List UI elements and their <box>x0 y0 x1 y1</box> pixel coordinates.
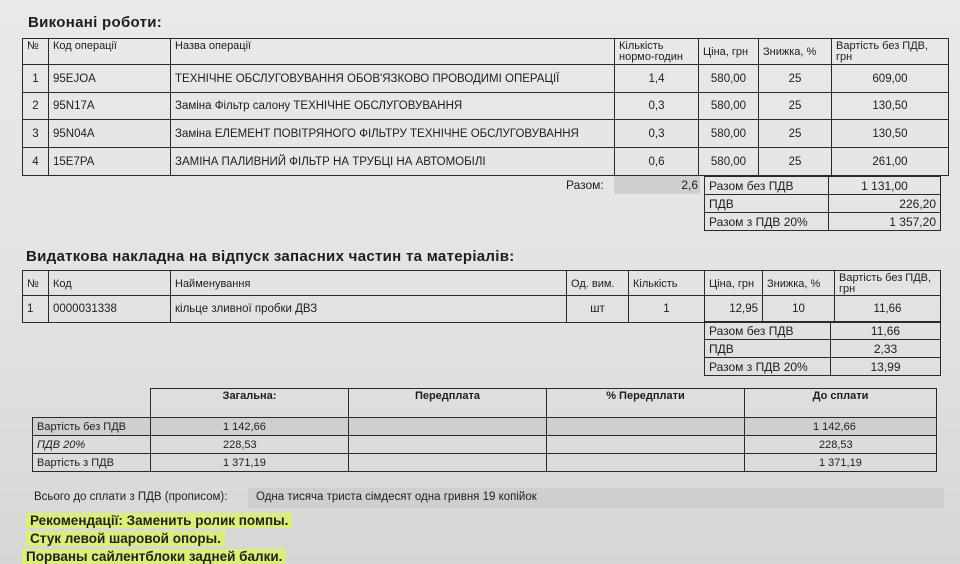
total-value: 1 142,66 <box>151 418 349 436</box>
total-value: 1 371,19 <box>151 454 349 472</box>
works-total-label: Разом: <box>566 178 604 192</box>
summary-label: Разом з ПДВ 20% <box>705 213 829 231</box>
summary-value: 2,33 <box>831 340 941 358</box>
operation-code: 95EJOA <box>49 65 171 93</box>
price: 580,00 <box>699 65 759 93</box>
summary-value: 13,99 <box>831 358 941 376</box>
prepay-pct-value <box>547 418 745 436</box>
col-header: До сплати <box>745 389 937 418</box>
due-value: 1 142,66 <box>745 418 937 436</box>
summary-row <box>705 322 941 340</box>
works-total-hours: 2,6 <box>681 178 698 192</box>
totals-table <box>32 388 937 472</box>
summary-row <box>705 213 941 231</box>
norm-hours: 0,3 <box>615 93 699 120</box>
part-code: 0000031338 <box>49 296 171 323</box>
norm-hours: 0,6 <box>615 148 699 176</box>
table-row <box>23 65 949 93</box>
col-header: Код операції <box>49 39 171 65</box>
col-header: Ціна, грн <box>705 271 763 296</box>
table-row <box>23 93 949 120</box>
price: 12,95 <box>705 296 763 323</box>
row-number: 3 <box>23 120 49 148</box>
totals-header-row <box>33 389 937 418</box>
col-header: № <box>23 271 49 296</box>
col-header <box>33 389 151 418</box>
due-value: 228,53 <box>745 436 937 454</box>
parts-summary-table <box>704 321 941 376</box>
part-name: кільце зливної пробки ДВЗ <box>171 296 567 323</box>
col-header: Од. вим. <box>567 271 629 296</box>
summary-value: 226,20 <box>829 195 941 213</box>
col-header: Передплата <box>349 389 547 418</box>
discount: 25 <box>759 120 832 148</box>
row-number: 2 <box>23 93 49 120</box>
cost-no-vat: 130,50 <box>832 120 949 148</box>
table-row <box>33 454 937 472</box>
summary-value: 1 131,00 <box>829 177 941 195</box>
summary-row <box>705 340 941 358</box>
total-value: 228,53 <box>151 436 349 454</box>
works-title: Виконані роботи: <box>28 14 163 31</box>
quantity: 1 <box>629 296 705 323</box>
norm-hours: 1,4 <box>615 65 699 93</box>
discount: 25 <box>759 148 832 176</box>
summary-label: ПДВ <box>705 195 829 213</box>
prepay-value <box>349 418 547 436</box>
summary-label: Разом з ПДВ 20% <box>705 358 831 376</box>
works-table <box>22 38 949 176</box>
summary-label: Разом без ПДВ <box>705 322 831 340</box>
row-number: 1 <box>23 296 49 323</box>
table-row <box>23 296 941 323</box>
price: 580,00 <box>699 120 759 148</box>
totals-row-label: Вартість з ПДВ <box>33 454 151 472</box>
operation-name: Заміна Фільтр салону ТЕХНІЧНЕ ОБСЛУГОВУВАННЯ <box>171 93 615 120</box>
table-row <box>23 120 949 148</box>
summary-label: Разом без ПДВ <box>705 177 829 195</box>
cost-no-vat: 11,66 <box>835 296 941 323</box>
col-header: Найменування <box>171 271 567 296</box>
operation-name: ЗАМІНА ПАЛИВНИЙ ФІЛЬТР НА ТРУБЦІ НА АВТОМОБІЛІ <box>171 148 615 176</box>
table-row <box>33 436 937 454</box>
table-row <box>23 148 949 176</box>
in-words-value: Одна тисяча триста сімдесят одна гривня 19 копійок <box>256 491 537 503</box>
operation-code: 95N17A <box>49 93 171 120</box>
due-value: 1 371,19 <box>745 454 937 472</box>
parts-title: Видаткова накладна на відпуск запасних частин та матеріалів: <box>26 248 515 265</box>
col-header: Знижка, % <box>759 39 832 65</box>
col-header: № <box>23 39 49 65</box>
operation-name: Заміна ЕЛЕМЕНТ ПОВІТРЯНОГО ФІЛЬТРУ ТЕХНІЧНЕ ОБСЛУГОВУВАННЯ <box>171 120 615 148</box>
discount: 25 <box>759 65 832 93</box>
norm-hours: 0,3 <box>615 120 699 148</box>
operation-code: 95N04A <box>49 120 171 148</box>
recommendation-line: Стук левой шаровой опоры. <box>26 531 225 546</box>
col-header: % Передплати <box>547 389 745 418</box>
parts-table <box>22 270 941 323</box>
cost-no-vat: 609,00 <box>832 65 949 93</box>
summary-row <box>705 358 941 376</box>
totals-row-label: Вартість без ПДВ <box>33 418 151 436</box>
summary-label: ПДВ <box>705 340 831 358</box>
summary-row <box>705 177 941 195</box>
unit: шт <box>567 296 629 323</box>
prepay-value <box>349 436 547 454</box>
operation-name: ТЕХНІЧНЕ ОБСЛУГОВУВАННЯ ОБОВ'ЯЗКОВО ПРОВОДИМІ ОПЕРАЦІЇ <box>171 65 615 93</box>
recommendation-line: Рекомендації: Заменить ролик помпы. <box>26 513 292 528</box>
row-number: 1 <box>23 65 49 93</box>
parts-header-row <box>23 271 941 296</box>
cost-no-vat: 130,50 <box>832 93 949 120</box>
col-header: Вартість без ПДВ, грн <box>835 271 941 296</box>
prepay-pct-value <box>547 436 745 454</box>
col-header: Кількість нормо-годин <box>615 39 699 65</box>
table-row <box>33 418 937 436</box>
summary-value: 1 357,20 <box>829 213 941 231</box>
recommendation-line: Порваны сайлентблоки задней балки. <box>22 549 286 564</box>
col-header: Знижка, % <box>763 271 835 296</box>
col-header: Загальна: <box>151 389 349 418</box>
in-words-label: Всього до сплати з ПДВ (прописом): <box>34 491 228 503</box>
works-header-row <box>23 39 949 65</box>
totals-row-label: ПДВ 20% <box>33 436 151 454</box>
summary-value: 11,66 <box>831 322 941 340</box>
col-header: Код <box>49 271 171 296</box>
discount: 10 <box>763 296 835 323</box>
works-summary-table <box>704 176 941 231</box>
prepay-value <box>349 454 547 472</box>
price: 580,00 <box>699 148 759 176</box>
row-number: 4 <box>23 148 49 176</box>
col-header: Кількість <box>629 271 705 296</box>
prepay-pct-value <box>547 454 745 472</box>
col-header: Вартість без ПДВ, грн <box>832 39 949 65</box>
col-header: Назва операції <box>171 39 615 65</box>
price: 580,00 <box>699 93 759 120</box>
cost-no-vat: 261,00 <box>832 148 949 176</box>
discount: 25 <box>759 93 832 120</box>
operation-code: 15E7PA <box>49 148 171 176</box>
col-header: Ціна, грн <box>699 39 759 65</box>
summary-row <box>705 195 941 213</box>
